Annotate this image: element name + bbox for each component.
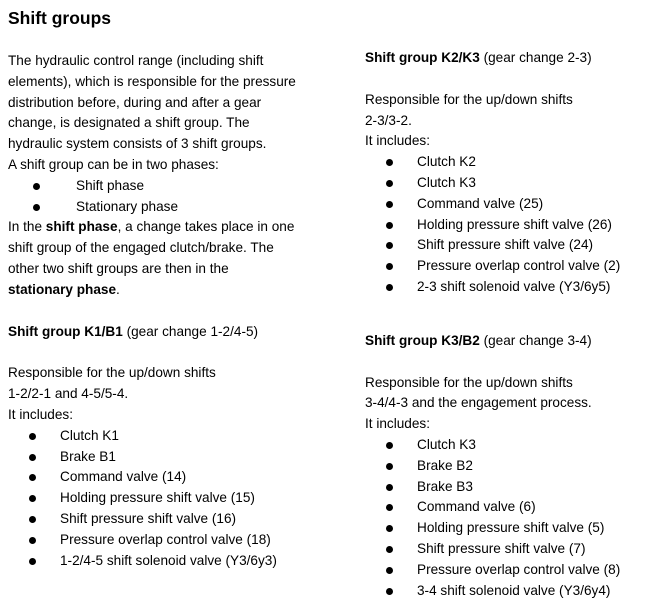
list-item: Command valve (14) [8,467,348,488]
section-heading-k2k3: Shift group K2/K3 (gear change 2-3) [365,50,592,65]
phase-paragraph-line: other two shift groups are then in the [8,260,229,276]
bullet-icon [29,474,36,481]
shift-phase-term: shift phase [45,219,118,235]
list-item: Shift pressure shift valve (7) [365,539,645,560]
list-item: Holding pressure shift valve (5) [365,518,645,539]
right-column [365,48,645,601]
bullet-icon [386,201,393,208]
list-item: Command valve (6) [365,497,645,518]
bullet-icon [29,454,36,461]
bullet-icon [29,516,36,523]
phase-paragraph-line: stationary phase. [8,281,120,297]
includes-label: It includes: [8,406,73,422]
bullet-icon [386,546,393,553]
includes-label: It includes: [365,416,430,432]
bullet-icon [386,525,393,532]
component-list-k2k3 [365,152,645,298]
list-item: 3-4 shift solenoid valve (Y3/6y4) [365,581,645,602]
bullet-icon [386,588,393,595]
bullet-icon [33,204,40,211]
bullet-icon [33,183,40,190]
phase-paragraph-line: shift group of the engaged clutch/brake. The [8,240,274,256]
list-item: Shift pressure shift valve (24) [365,235,645,256]
section-heading-k3b2: Shift group K3/B2 (gear change 3-4) [365,332,592,348]
component-list-k3b2 [365,435,645,601]
list-item: Command valve (25) [365,194,645,215]
intro-line: elements), which is responsible for the pressure [8,73,296,89]
list-item: Brake B1 [8,447,348,468]
list-item: Pressure overlap control valve (2) [365,256,645,277]
bullet-icon [386,159,393,166]
intro-line: A shift group can be in two phases: [8,156,219,172]
list-item: Shift phase [8,176,348,197]
bullet-icon [29,537,36,544]
bullet-icon [386,242,393,249]
list-item: Pressure overlap control valve (8) [365,560,645,581]
responsibility-text: 1-2/2-1 and 4-5/5-4. [8,386,129,402]
bullet-icon [386,567,393,574]
list-item: Clutch K3 [365,173,645,194]
list-item: Stationary phase [8,197,348,218]
intro-line: distribution before, during and after a gear [8,94,262,110]
bullet-icon [386,180,393,187]
bullet-icon [386,504,393,511]
section-heading-k1b1: Shift group K1/B1 (gear change 1-2/4-5) [8,323,259,339]
responsibility-text: Responsible for the up/down shifts [8,365,216,381]
list-item: Clutch K1 [8,426,348,447]
list-item: Brake B3 [365,477,645,498]
page-title: Shift groups [8,8,112,28]
includes-label: It includes: [365,133,430,149]
stationary-phase-term: stationary phase [8,281,117,297]
left-column [8,51,348,571]
responsibility-text: 2-3/3-2. [365,112,412,128]
intro-line: The hydraulic control range (including shift [8,53,264,68]
phase-paragraph: In the shift phase, a change takes place in one [8,219,295,235]
bullet-icon [386,463,393,470]
intro-line: change, is designated a shift group. The [8,115,250,131]
bullet-icon [386,484,393,491]
list-item: Clutch K2 [365,152,645,173]
bullet-icon [386,222,393,229]
bullet-icon [29,558,36,565]
responsibility-text: Responsible for the up/down shifts [365,91,573,107]
responsibility-text: Responsible for the up/down shifts [365,374,573,390]
bullet-icon [29,433,36,440]
component-list-k1b1 [8,426,348,572]
phase-list [8,176,348,218]
list-item: Clutch K3 [365,435,645,456]
list-item: Brake B2 [365,456,645,477]
list-item: 1-2/4-5 shift solenoid valve (Y3/6y3) [8,551,348,572]
list-item: Holding pressure shift valve (15) [8,488,348,509]
bullet-icon [386,284,393,291]
list-item: Holding pressure shift valve (26) [365,215,645,236]
responsibility-text: 3-4/4-3 and the engagement process. [365,395,592,411]
list-item: Pressure overlap control valve (18) [8,530,348,551]
list-item: Shift pressure shift valve (16) [8,509,348,530]
bullet-icon [29,495,36,502]
list-item: 2-3 shift solenoid valve (Y3/6y5) [365,277,645,298]
intro-line: hydraulic system consists of 3 shift groups. [8,136,267,152]
bullet-icon [386,442,393,449]
bullet-icon [386,263,393,270]
